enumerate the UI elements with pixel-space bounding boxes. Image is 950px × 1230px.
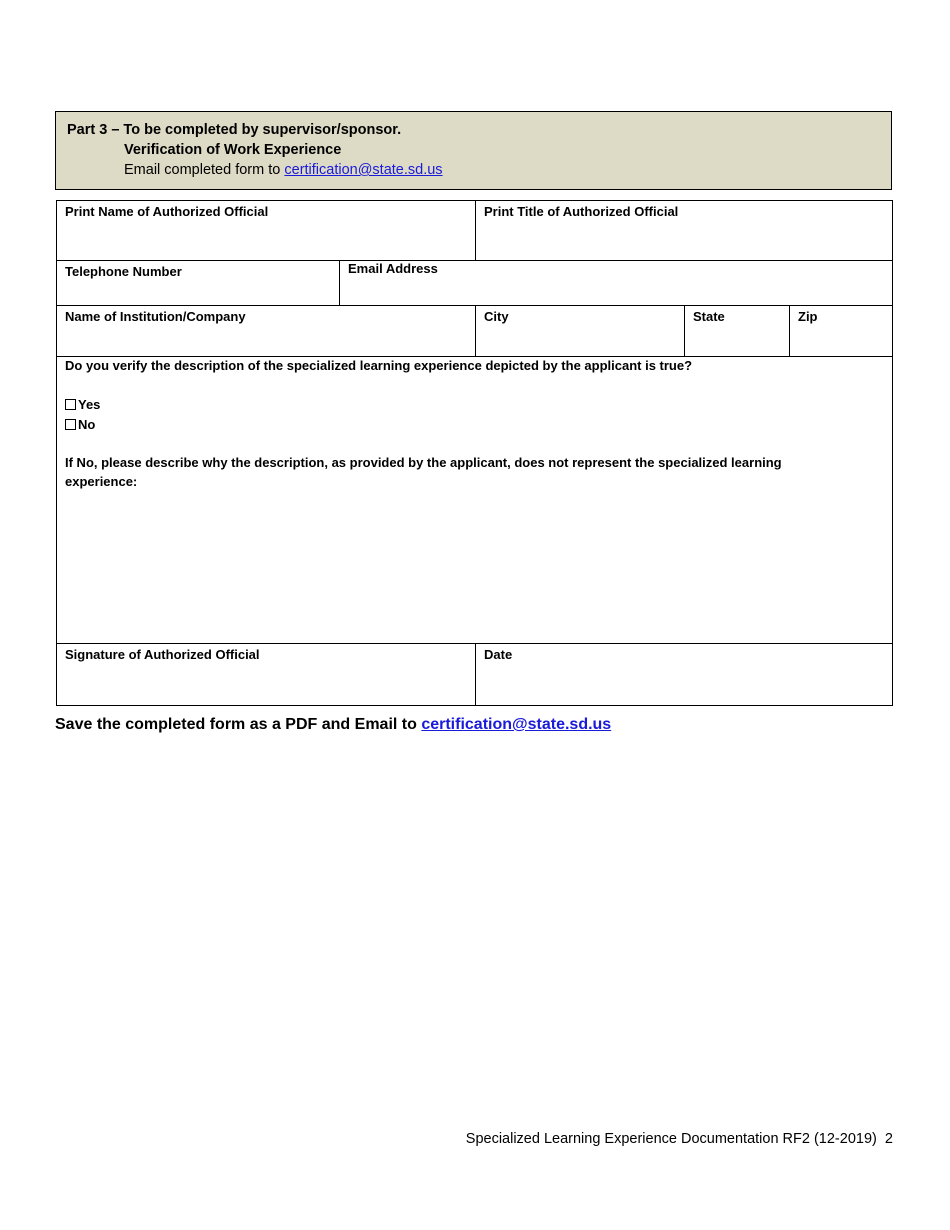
zip-field[interactable] bbox=[790, 306, 892, 356]
city-field[interactable] bbox=[476, 306, 684, 356]
yes-label: Yes bbox=[78, 397, 101, 412]
save-instruction-text: Save the completed form as a PDF and Email to bbox=[55, 716, 422, 733]
yes-checkbox[interactable] bbox=[65, 399, 76, 410]
document-label: Specialized Learning Experience Documentation RF2 (12-2019) bbox=[465, 1131, 877, 1147]
save-instruction bbox=[55, 716, 611, 734]
email-field[interactable] bbox=[340, 261, 892, 305]
header-email-link[interactable]: certification@state.sd.us bbox=[284, 162, 443, 178]
state-field[interactable] bbox=[685, 306, 789, 356]
institution-label: Name of Institution/Company bbox=[65, 309, 246, 324]
official-title-field[interactable] bbox=[476, 201, 892, 260]
signature-field[interactable] bbox=[57, 644, 475, 706]
page-footer bbox=[466, 1131, 893, 1147]
if-no-prompt: If No, please describe why the description, as provided by the applicant, does not represent the specialized learning experience: bbox=[65, 455, 782, 489]
telephone-label: Telephone Number bbox=[65, 264, 182, 279]
bottom-email-link[interactable]: certification@state.sd.us bbox=[421, 716, 612, 733]
page-number: 2 bbox=[884, 1131, 893, 1147]
verification-form bbox=[56, 200, 893, 706]
zip-label: Zip bbox=[798, 309, 818, 324]
part-3-header bbox=[55, 111, 892, 190]
institution-field[interactable] bbox=[57, 306, 475, 356]
email-label: Email Address bbox=[348, 261, 438, 276]
city-label: City bbox=[484, 309, 509, 324]
email-instruction bbox=[67, 160, 891, 180]
if-no-description-area[interactable] bbox=[57, 493, 892, 641]
state-label: State bbox=[693, 309, 725, 324]
no-label: No bbox=[78, 417, 96, 432]
no-option[interactable] bbox=[65, 417, 95, 432]
official-name-label: Print Name of Authorized Official bbox=[65, 204, 269, 219]
official-name-field[interactable] bbox=[57, 201, 475, 260]
signature-label: Signature of Authorized Official bbox=[65, 647, 260, 662]
date-field[interactable] bbox=[476, 644, 892, 706]
official-title-label: Print Title of Authorized Official bbox=[484, 204, 679, 219]
email-instruction-text: Email completed form to bbox=[124, 162, 285, 178]
telephone-field[interactable] bbox=[57, 261, 339, 305]
section-subtitle: Verification of Work Experience bbox=[124, 142, 342, 158]
verification-question: Do you verify the description of the specialized learning experience depicted by the applicant is true? bbox=[65, 358, 693, 373]
no-checkbox[interactable] bbox=[65, 419, 76, 430]
part-title: Part 3 – To be completed by supervisor/sponsor. bbox=[67, 122, 402, 138]
yes-option[interactable] bbox=[65, 397, 100, 412]
date-label: Date bbox=[484, 647, 513, 662]
